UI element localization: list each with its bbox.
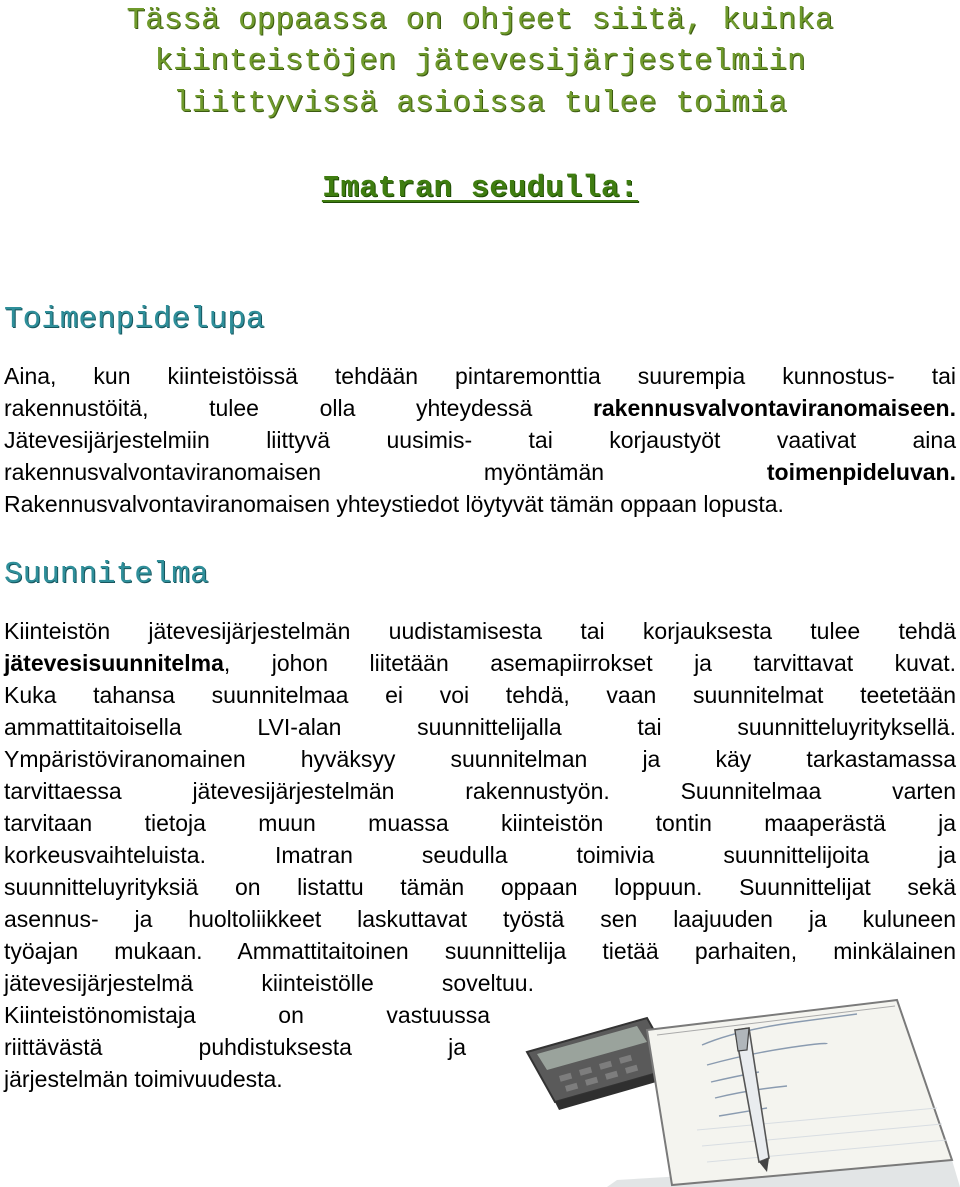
text-line: rakennustöitä, tulee olla yhteydessä rakennusvalvontaviranomaiseen. <box>4 395 956 421</box>
emphasis: rakennusvalvontaviranomaiseen. <box>592 395 956 421</box>
text-line: Ympäristöviranomainen hyväksyy suunnitelman ja käy tarkastamassa <box>4 746 956 772</box>
text-line: Rakennusvalvontaviranomaisen yhteystiedot löytyvät tämän oppaan lopusta. <box>4 491 784 517</box>
text-line: korkeusvaihteluista. Imatran seudulla toimivia suunnittelijoita ja <box>4 842 956 868</box>
text-line: Kiinteistönomistaja on vastuussa <box>4 1002 490 1028</box>
text-line: asennus- ja huoltoliikkeet laskuttavat työstä sen laajuuden ja kuluneen <box>4 906 956 932</box>
text-line: jätevesijärjestelmä kiinteistölle soveltuu. <box>4 970 534 996</box>
text-line: rakennusvalvontaviranomaisen myöntämän toimenpideluvan. <box>4 459 956 485</box>
title-line-1: Tässä oppaassa on ohjeet siitä, kuinka <box>126 3 834 38</box>
text-line: Aina, kun kiinteistöissä tehdään pintaremonttia suurempia kunnostus- tai <box>4 363 956 389</box>
title-line-3: liittyvissä asioissa tulee toimia <box>173 86 787 121</box>
text-line: tarvitaan tietoja muun muassa kiinteistön tontin maaperästä ja <box>4 810 956 836</box>
text-line: suunnitteluyrityksiä on listattu tämän oppaan loppuun. Suunnittelijat sekä <box>4 874 956 900</box>
notebook-pen-calculator-illustration <box>497 990 960 1187</box>
section-text-toimenpidelupa <box>4 360 956 520</box>
text-line: Jätevesijärjestelmiin liittyvä uusimis- tai korjaustyöt vaativat aina <box>4 427 956 453</box>
section-heading-suunnitelma: Suunnitelma <box>4 557 209 592</box>
region-subtitle: Imatran seudulla: <box>321 171 639 206</box>
emphasis: toimenpideluvan. <box>766 459 956 485</box>
emphasis: jätevesisuunnitelma <box>4 650 224 676</box>
notebook-icon <box>647 1000 952 1185</box>
text-line: Kuka tahansa suunnitelmaa ei voi tehdä, vaan suunnitelmat teetetään <box>4 682 956 708</box>
text-line: riittävästä puhdistuksesta ja <box>4 1034 466 1060</box>
text-line: ammattitaitoisella LVI-alan suunnittelijalla tai suunnitteluyrityksellä. <box>4 714 956 740</box>
text-line: jätevesisuunnitelma, johon liitetään asemapiirrokset ja tarvittavat kuvat. <box>4 650 956 676</box>
section-heading-toimenpidelupa: Toimenpidelupa <box>4 302 265 337</box>
text-line: järjestelmän toimivuudesta. <box>4 1066 283 1092</box>
title-line-2: kiinteistöjen jätevesijärjestelmiin <box>154 44 806 79</box>
text-line: työajan mukaan. Ammattitaitoinen suunnittelija tietää parhaiten, minkälainen <box>4 938 956 964</box>
text-line: tarvittaessa jätevesijärjestelmän rakennustyön. Suunnitelmaa varten <box>4 778 956 804</box>
text-line: Kiinteistön jätevesijärjestelmän uudistamisesta tai korjauksesta tulee tehdä <box>4 618 956 644</box>
